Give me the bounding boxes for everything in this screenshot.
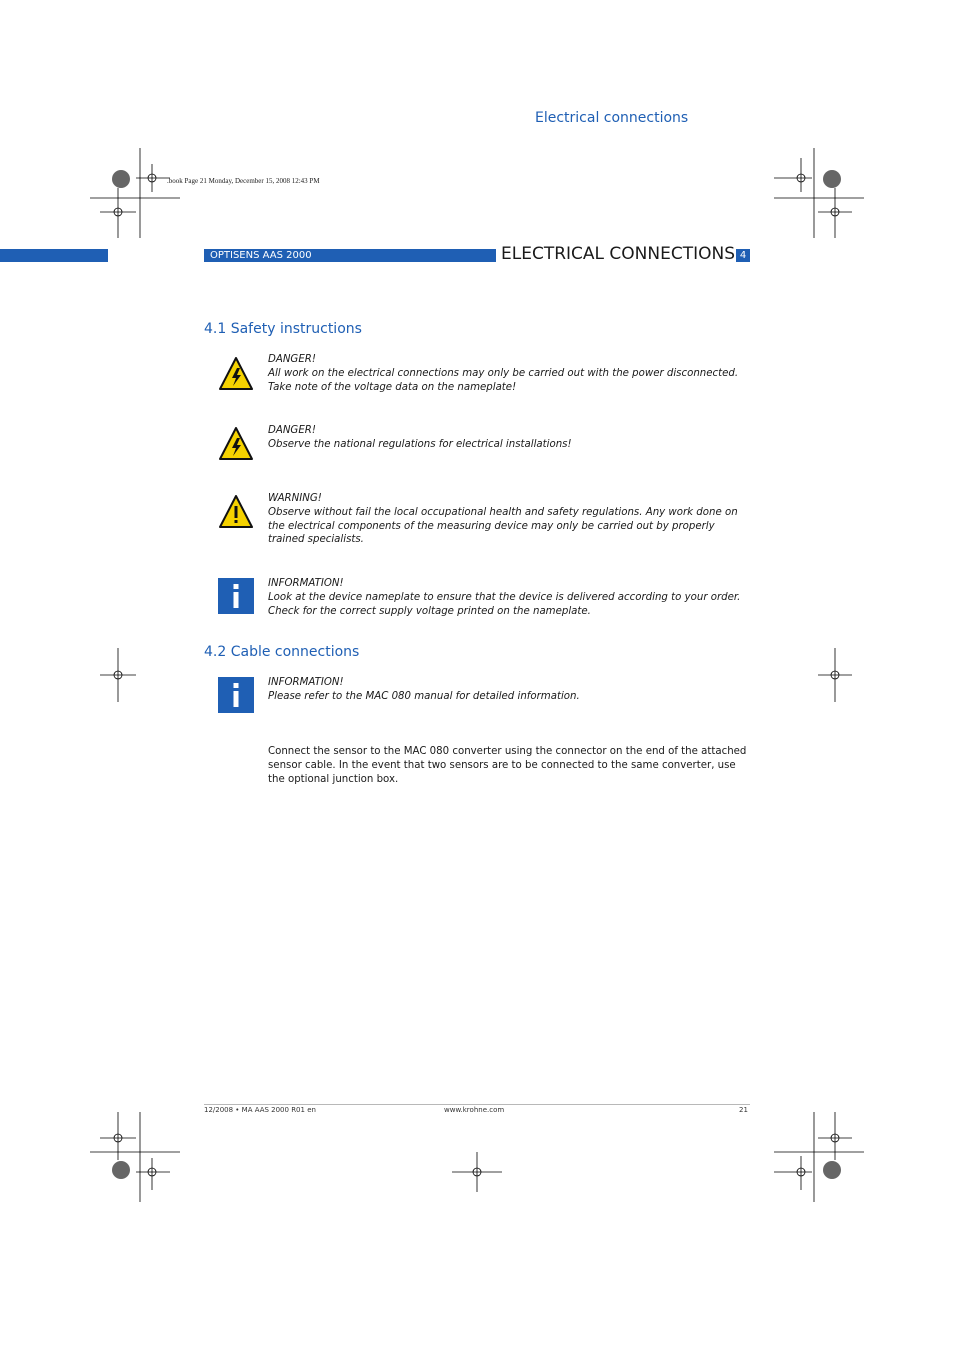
warning-icon <box>218 494 254 530</box>
print-info: .book Page 21 Monday, December 15, 2008 12:43 PM <box>167 177 320 185</box>
notice-body: Please refer to the MAC 080 manual for detailed information. <box>268 690 580 702</box>
notice-body: Look at the device nameplate to ensure that the device is delivered according to your order. Check for the correct supply voltage printed on the nameplate. <box>268 591 741 617</box>
notice-title: DANGER! <box>268 425 316 436</box>
electric-danger-icon <box>218 356 254 392</box>
footer-page-number: 21 <box>739 1106 748 1114</box>
notice-danger-disconnect <box>268 353 752 394</box>
cable-connection-paragraph: Connect the sensor to the MAC 080 converter using the connector on the end of the attached sensor cable. In the event that two sensors are to be connected to the same converter, use the optional junction box. <box>268 746 747 785</box>
notice-title: INFORMATION! <box>268 578 344 589</box>
running-header-title: Electrical connections <box>535 110 689 126</box>
chapter-title: ELECTRICAL CONNECTIONS <box>501 244 735 264</box>
footer-website: www.krohne.com <box>444 1106 505 1114</box>
chapter-number: 4 <box>736 249 750 262</box>
notice-info-manual <box>268 676 752 704</box>
notice-danger-regulations <box>268 424 752 452</box>
footer-divider <box>204 1104 750 1105</box>
footer-document-id: 12/2008 • MA AAS 2000 R01 en <box>204 1106 316 1114</box>
notice-body: Observe the national regulations for electrical installations! <box>268 438 572 450</box>
electric-danger-icon <box>218 426 254 462</box>
notice-title: INFORMATION! <box>268 677 344 688</box>
notice-title: DANGER! <box>268 354 316 365</box>
notice-body: All work on the electrical connections may only be carried out with the power disconnected. Take note of the voltage data on the nameplate! <box>268 367 739 393</box>
notice-title: WARNING! <box>268 493 322 504</box>
notice-warning-safety <box>268 492 752 547</box>
information-icon <box>218 677 254 713</box>
product-name: OPTISENS AAS 2000 <box>204 249 496 262</box>
notice-body: Observe without fail the local occupational health and safety regulations. Any work done on the electrical components of the measuring device may only be carried out by properly trained specialists. <box>268 506 738 546</box>
information-icon <box>218 578 254 614</box>
section-heading-safety: 4.1 Safety instructions <box>204 321 362 337</box>
chapter-band-left <box>0 249 108 262</box>
section-heading-cable: 4.2 Cable connections <box>204 644 360 660</box>
notice-info-nameplate <box>268 577 752 618</box>
